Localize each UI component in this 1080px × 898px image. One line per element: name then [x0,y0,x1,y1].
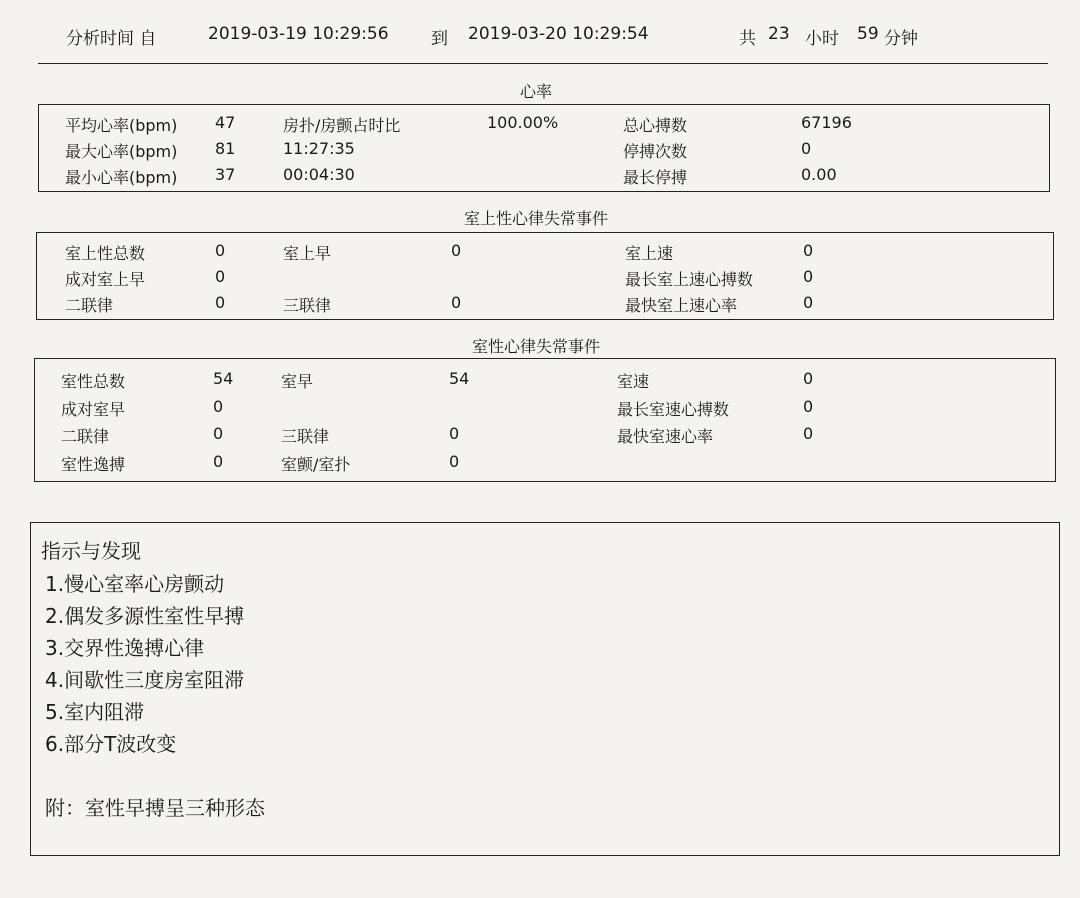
hr-value: 47 [215,113,236,132]
sv-label3: 最快室上速心率 [625,296,738,315]
v-label3: 最快室速心率 [617,427,714,446]
analysis-start-time: 2019-03-19 10:29:56 [208,24,389,44]
hr-value: 37 [215,165,236,184]
v-label3: 室速 [617,372,650,391]
v-value3: 0 [803,369,814,388]
finding-item: 3.交界性逸搏心律 [45,636,205,660]
heart-rate-box [38,104,1050,192]
v-value2: 0 [449,452,460,471]
analysis-to-label: 到 [431,29,448,49]
v-value: 0 [213,424,224,443]
sv-label2: 三联律 [283,296,332,315]
heart-rate-title: 心率 [519,82,552,101]
v-label: 成对室早 [61,400,126,419]
sv-value: 0 [215,293,226,312]
findings-note: 附：室性早搏呈三种形态 [45,796,265,820]
hr-value3: 0 [801,139,812,158]
v-label: 室性总数 [61,372,126,391]
ventricular-box [34,358,1056,482]
finding-item: 2.偶发多源性室性早搏 [45,604,245,628]
hr-value3: 67196 [801,113,852,132]
header-divider [38,63,1048,64]
v-label3: 最长室速心搏数 [617,400,730,419]
hr-label3: 总心搏数 [623,116,688,135]
sv-value3: 0 [803,267,814,286]
sv-label: 二联律 [65,296,114,315]
sv-label3: 最长室上速心搏数 [625,270,754,289]
findings-box [30,522,1060,856]
sv-value3: 0 [803,293,814,312]
sv-value2: 0 [451,241,462,260]
findings-title: 指示与发现 [41,539,141,563]
hr-value3: 0.00 [801,165,837,184]
v-value: 54 [213,369,234,388]
hr-label: 最小心率(bpm) [65,168,178,187]
v-value2: 0 [449,424,460,443]
hours-unit: 小时 [805,29,839,49]
analysis-from-label: 分析时间 自 [66,29,157,49]
v-label: 二联律 [61,427,110,446]
sv-value: 0 [215,241,226,260]
v-label: 室性逸搏 [61,455,126,474]
total-minutes: 59 [857,24,879,44]
supraventricular-box [36,232,1054,320]
v-value: 0 [213,452,224,471]
sv-value2: 0 [451,293,462,312]
v-value3: 0 [803,397,814,416]
supraventricular-title: 室上性心律失常事件 [463,209,608,228]
v-value3: 0 [803,424,814,443]
sv-label: 成对室上早 [65,270,146,289]
sv-value: 0 [215,267,226,286]
hr-label: 最大心率(bpm) [65,142,178,161]
v-value: 0 [213,397,224,416]
hr-label: 平均心率(bpm) [65,116,178,135]
analysis-end-time: 2019-03-20 10:29:54 [468,24,649,44]
hr-label2: 00:04:30 [283,165,355,184]
finding-item: 6.部分T波改变 [45,732,177,756]
ventricular-title: 室性心律失常事件 [471,337,600,356]
sv-label: 室上性总数 [65,244,146,263]
hr-label2: 房扑/房颤占时比 [283,116,401,135]
finding-item: 1.慢心室率心房颤动 [45,572,225,596]
minutes-unit: 分钟 [884,29,918,49]
hr-label3: 停搏次数 [623,142,688,161]
finding-item: 4.间歇性三度房室阻滞 [45,668,245,692]
hr-value2: 100.00% [487,113,559,132]
sv-label2: 室上早 [283,244,332,263]
hr-label3: 最长停搏 [623,168,688,187]
total-label: 共 [739,29,756,49]
v-label2: 室早 [281,372,314,391]
hr-label2: 11:27:35 [283,139,355,158]
sv-value3: 0 [803,241,814,260]
hr-value: 81 [215,139,236,158]
v-label2: 三联律 [281,427,330,446]
v-value2: 54 [449,369,470,388]
total-hours: 23 [768,24,790,44]
sv-label3: 室上速 [625,244,674,263]
finding-item: 5.室内阻滞 [45,700,145,724]
v-label2: 室颤/室扑 [281,455,351,474]
